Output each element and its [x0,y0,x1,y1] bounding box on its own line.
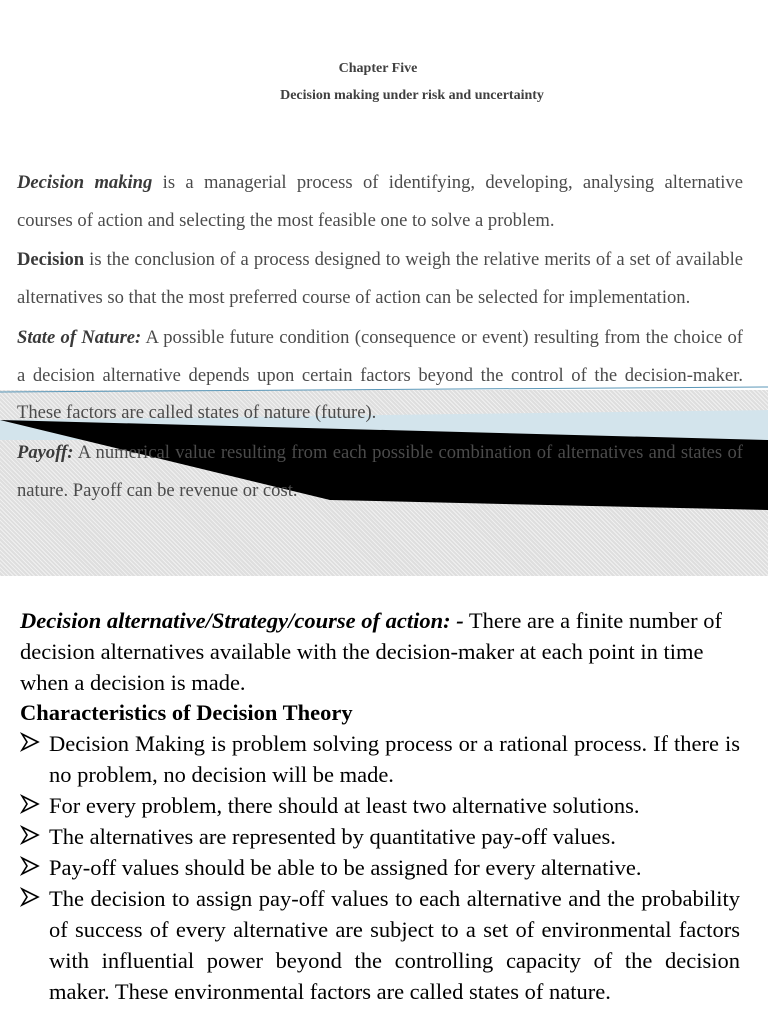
definitions-block [17,164,743,511]
definition-term: Decision making [17,172,153,193]
chapter-title: Decision making under risk and uncertainty [280,88,544,103]
list-item [20,790,740,821]
list-item [20,883,740,1007]
definition-text: is the conclusion of a process designed to weigh the relative merits of a set of available alternatives so that the most preferred course of action can be selected for implementation. [17,249,743,309]
definition-term: Decision [17,249,85,271]
list-item-text: Decision Making is problem solving process or a rational process. If there is no problem, no decision will be made. [49,731,740,787]
arrow-bullet-icon [20,887,40,907]
arrow-bullet-icon [20,856,40,876]
list-item-text: The decision to assign pay-off values to each alternative and the probability of success of every alternative are subject to a set of environmental factors with influential power beyond the controlling capacity of the decision maker. These environmental factors are called states of nature. [49,886,740,1004]
arrow-bullet-icon [20,825,40,845]
definition-text: A possible future condition (consequence or event) resulting from the choice of a decision alternative depends upon certain factors beyond the control of the decision-maker. These factors are called states of nature (future). [17,326,743,424]
list-item-text: Pay-off values should be able to be assigned for every alternative. [49,855,642,880]
list-item [20,852,740,883]
page-body [20,605,740,1007]
chapter-label: Chapter Five [338,61,418,76]
list-item-text: For every problem, there should at least two alternative solutions. [49,793,640,818]
list-item-text: The alternatives are represented by quantitative pay-off values. [49,824,616,849]
definition-text: A numerical value resulting from each possible combination of alternatives and states of nature. Payoff can be revenue or cost. [17,441,743,501]
definition-term: Payoff: [17,441,74,463]
definition-term: State of Nature: [17,326,142,348]
list-item [20,821,740,852]
definition-paragraph [17,241,743,316]
definition-paragraph [17,319,743,432]
definition-paragraph [17,164,743,239]
definition-paragraph [17,434,743,509]
arrow-bullet-icon [20,732,40,752]
characteristics-list [20,728,740,1007]
intro-paragraph [20,605,740,698]
definition-text: is a managerial process of identifying, developing, analysing alternative courses of action and selecting the most feasible one to solve a problem. [17,172,743,231]
arrow-bullet-icon [20,794,40,814]
intro-term: Decision alternative/Strategy/course of action: - [20,608,464,633]
intro-text: There are a finite number of decision alternatives available with the decision-maker at each point in time when a decision is made. [20,608,722,695]
list-item [20,728,740,790]
section-heading: Characteristics of Decision Theory [20,700,353,725]
